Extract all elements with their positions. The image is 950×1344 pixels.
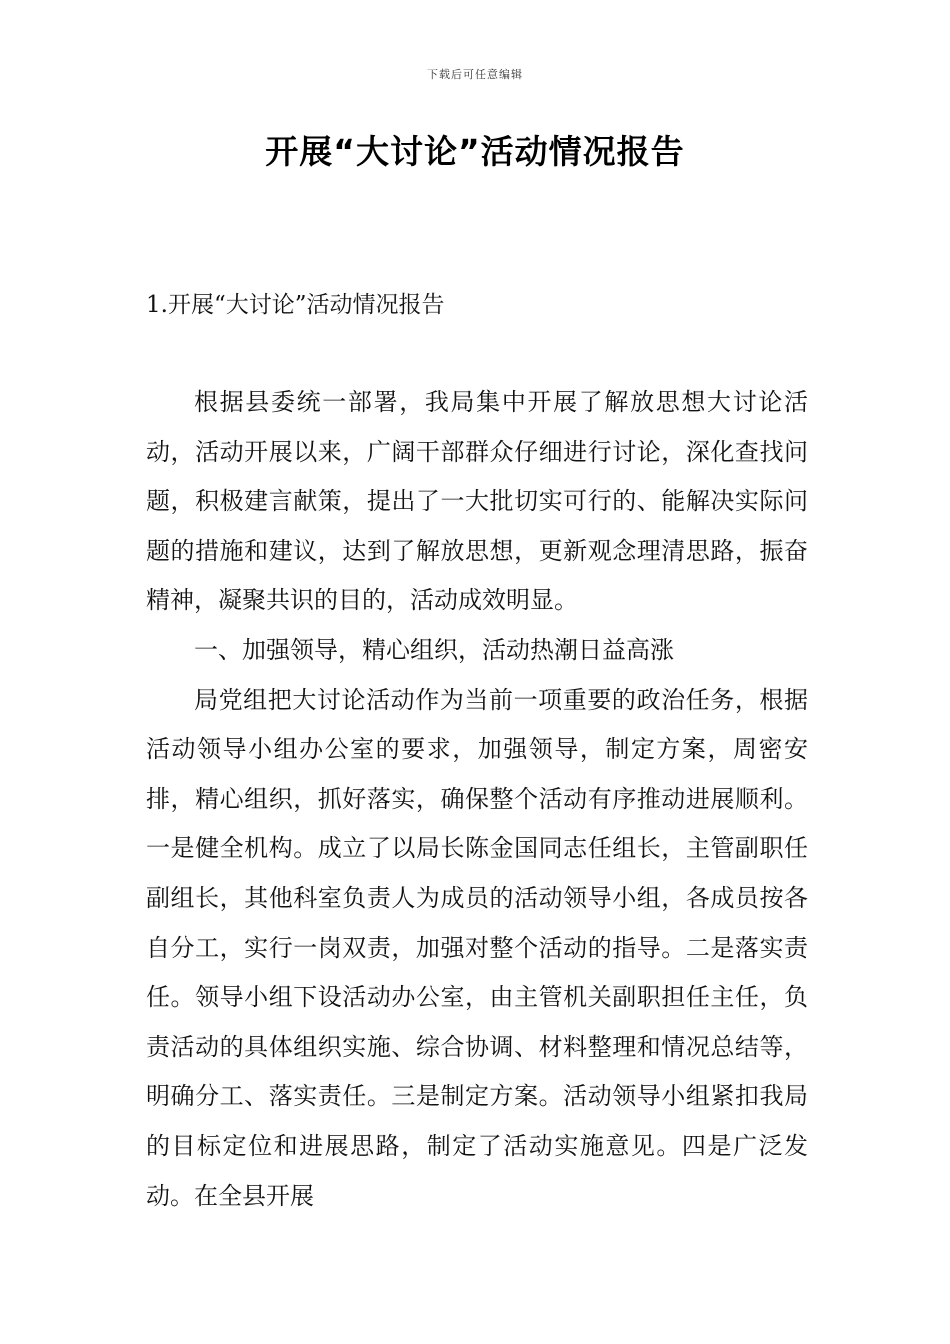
document-title: 开展“大讨论”活动情况报告 <box>265 132 685 171</box>
section-heading: 1.开展“大讨论”活动情况报告 <box>146 292 445 318</box>
paragraph-intro: 根据县委统一部署，我局集中开展了解放思想大讨论活动，活动开展以来，广阔干部群众仔细进行讨论，深化查找问题，积极建言献策，提出了一大批切实可行的、能解决实际问题的措施和建议，达到了解放思想，更新观念理清思路，振奋精神，凝聚共识的目的，活动成效明显。 <box>146 388 808 615</box>
document-body <box>146 378 808 1221</box>
paragraph-subheading: 一、加强领导，精心组织，活动热潮日益高涨 <box>194 635 674 664</box>
paragraph-details: 局党组把大讨论活动作为当前一项重要的政治任务，根据活动领导小组办公室的要求，加强领导，制定方案，周密安排，精心组织，抓好落实，确保整个活动有序推动进展顺利。一是健全机构。成立了以局长陈金国同志任组长，主管副职任副组长，其他科室负责人为成员的活动领导小组，各成员按各自分工，实行一岗双责，加强对整个活动的指导。二是落实责任。领导小组下设活动办公室，由主管机关副职担任主任，负责活动的具体组织实施、综合协调、材料整理和情况总结等，明确分工、落实责任。三是制定方案。活动领导小组紧扣我局的目标定位和进展思路，制定了活动实施意见。四是广泛发动。在全县开展 <box>146 685 808 1210</box>
header-note: 下载后可任意编辑 <box>427 68 523 81</box>
